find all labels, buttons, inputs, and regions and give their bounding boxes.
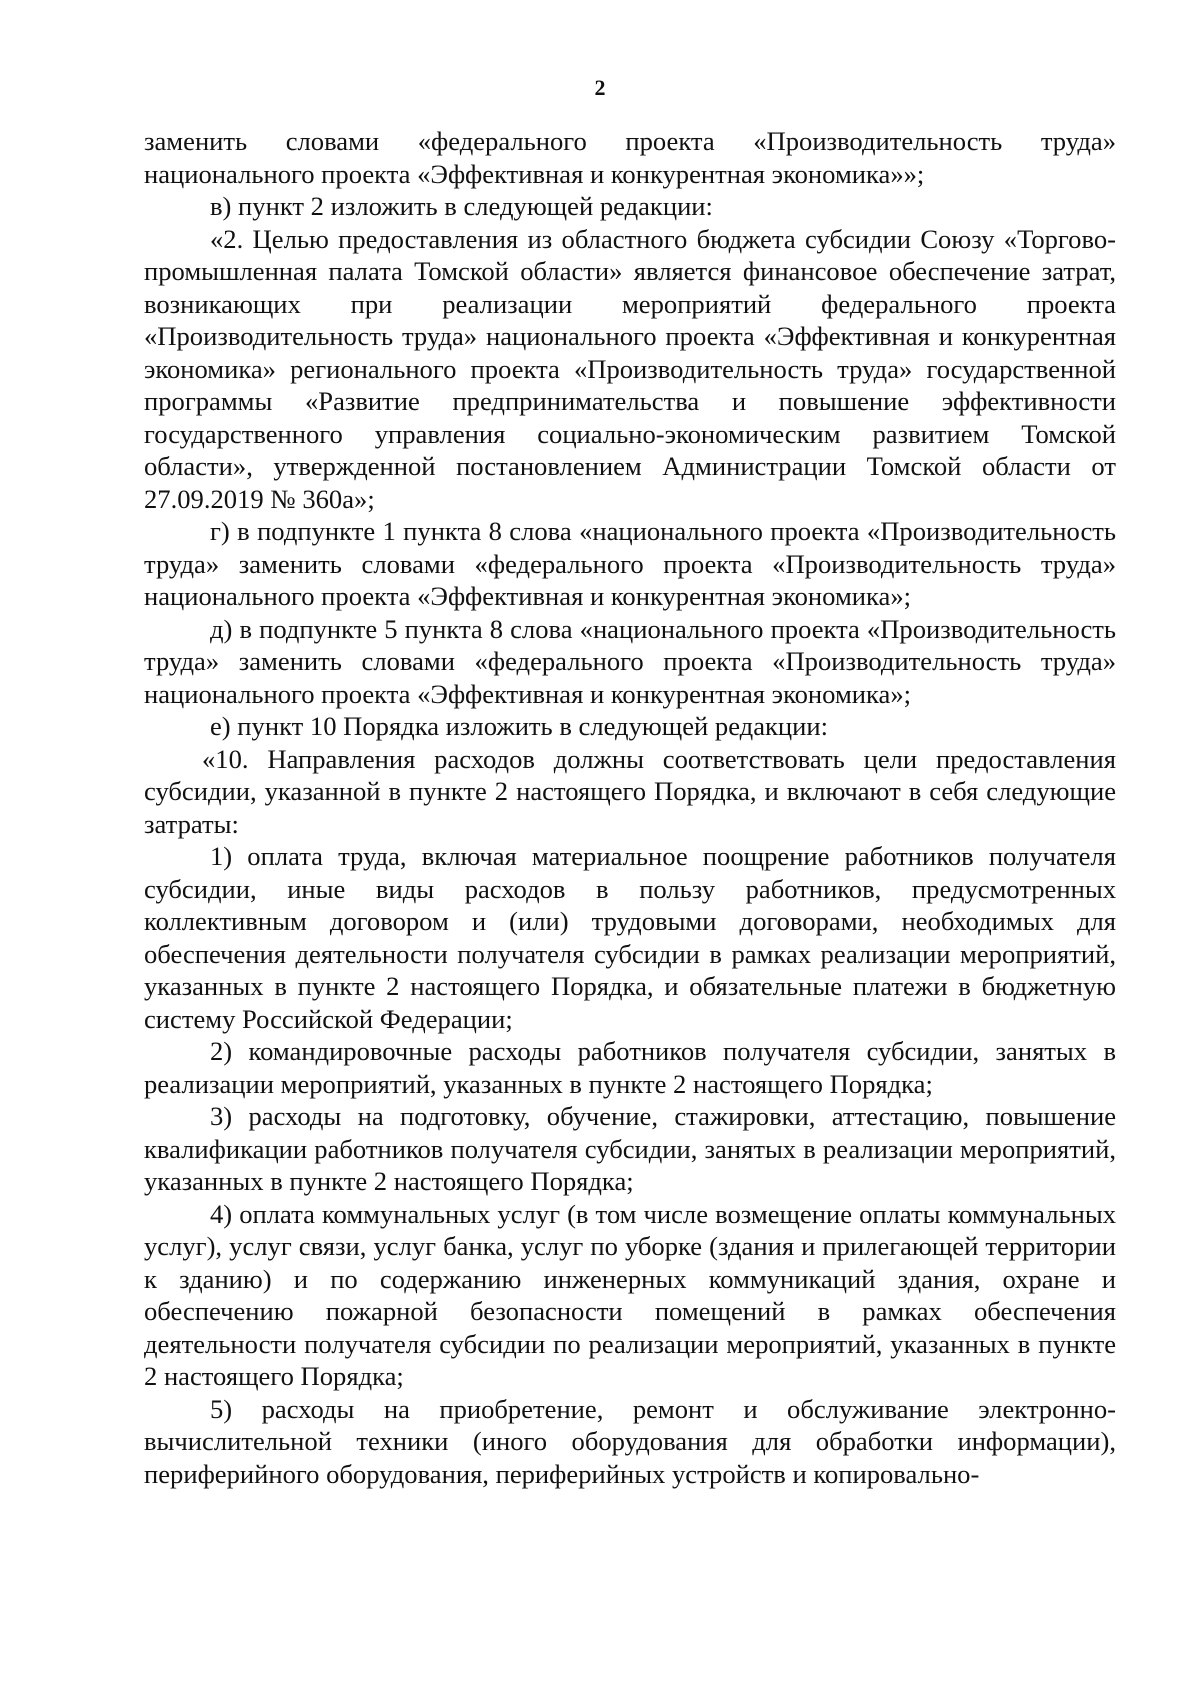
paragraph-subitem-1: 1) оплата труда, включая материальное поощрение работников получателя субсидии, иные виды расходов в пользу работников, предусмотренных коллективным договором и (или) трудовыми договорами, необходимых для обеспечения деятельности получателя субсидии в рамках реализации мероприятий, указанных в пункте 2 настоящего Порядка, и обязательные платежи в бюджетную систему Российской Федерации; [144, 841, 1116, 1034]
paragraph-item-d: д) в подпункте 5 пункта 8 слова «национального проекта «Производительность труда» заменить словами «федерального проекта «Производительность труда» национального проекта «Эффективная и конкурентная экономика»; [144, 613, 1116, 709]
paragraph-subitem-2: 2) командировочные расходы работников получателя субсидии, занятых в реализации мероприятий, указанных в пункте 2 настоящего Порядка; [144, 1036, 1116, 1099]
paragraph-point-2-text: «2. Целью предоставления из областного бюджета субсидии Союзу «Торгово-промышленная палата Томской области» является финансовое обеспечение затрат, возникающих при реализации мероприятий федерального проекта «Производительность труда» национального проекта «Эффективная и конкурентная экономика» регионального проекта «Производительность труда» государственной программы «Развитие предпринимательства и повышение эффективности государственного управления социально-экономическим развитием Томской области», утвержденной постановлением Администрации Томской области от 27.09.2019 № 360а»; [144, 223, 1116, 514]
paragraph-continuation: заменить словами «федерального проекта «Производительность труда» национального проекта «Эффективная и конкурентная экономика»»; [144, 126, 1116, 189]
paragraph-item-g: г) в подпункте 1 пункта 8 слова «национального проекта «Производительность труда» заменить словами «федерального проекта «Производительность труда» национального проекта «Эффективная и конкурентная экономика»; [144, 516, 1116, 611]
document-body [144, 125, 1116, 1490]
paragraph-subitem-4: 4) оплата коммунальных услуг (в том числе возмещение оплаты коммунальных услуг), услуг связи, услуг банка, услуг по уборке (здания и прилегающей территории к зданию) и по содержанию инженерных коммуникаций здания, охране и обеспечению пожарной безопасности помещений в рамках обеспечения деятельности получателя субсидии по реализации мероприятий, указанных в пункте 2 настоящего Порядка; [144, 1198, 1116, 1391]
paragraph-item-e: е) пункт 10 Порядка изложить в следующей редакции: [210, 711, 829, 741]
paragraph-subitem-3: 3) расходы на подготовку, обучение, стажировки, аттестацию, повышение квалификации работников получателя субсидии, занятых в реализации мероприятий, указанных в пункте 2 настоящего Порядка; [144, 1101, 1116, 1196]
paragraph-item-v: в) пункт 2 изложить в следующей редакции: [210, 191, 713, 221]
paragraph-point-10-text: «10. Направления расходов должны соответствовать цели предоставления субсидии, указанной в пункте 2 настоящего Порядка, и включают в себя следующие затраты: [144, 743, 1116, 839]
paragraph-subitem-5: 5) расходы на приобретение, ремонт и обслуживание электронно-вычислительной техники (иного оборудования для обработки информации), периферийного оборудования, периферийных устройств и копировально- [144, 1393, 1116, 1489]
page-number: 2 [594, 75, 606, 100]
